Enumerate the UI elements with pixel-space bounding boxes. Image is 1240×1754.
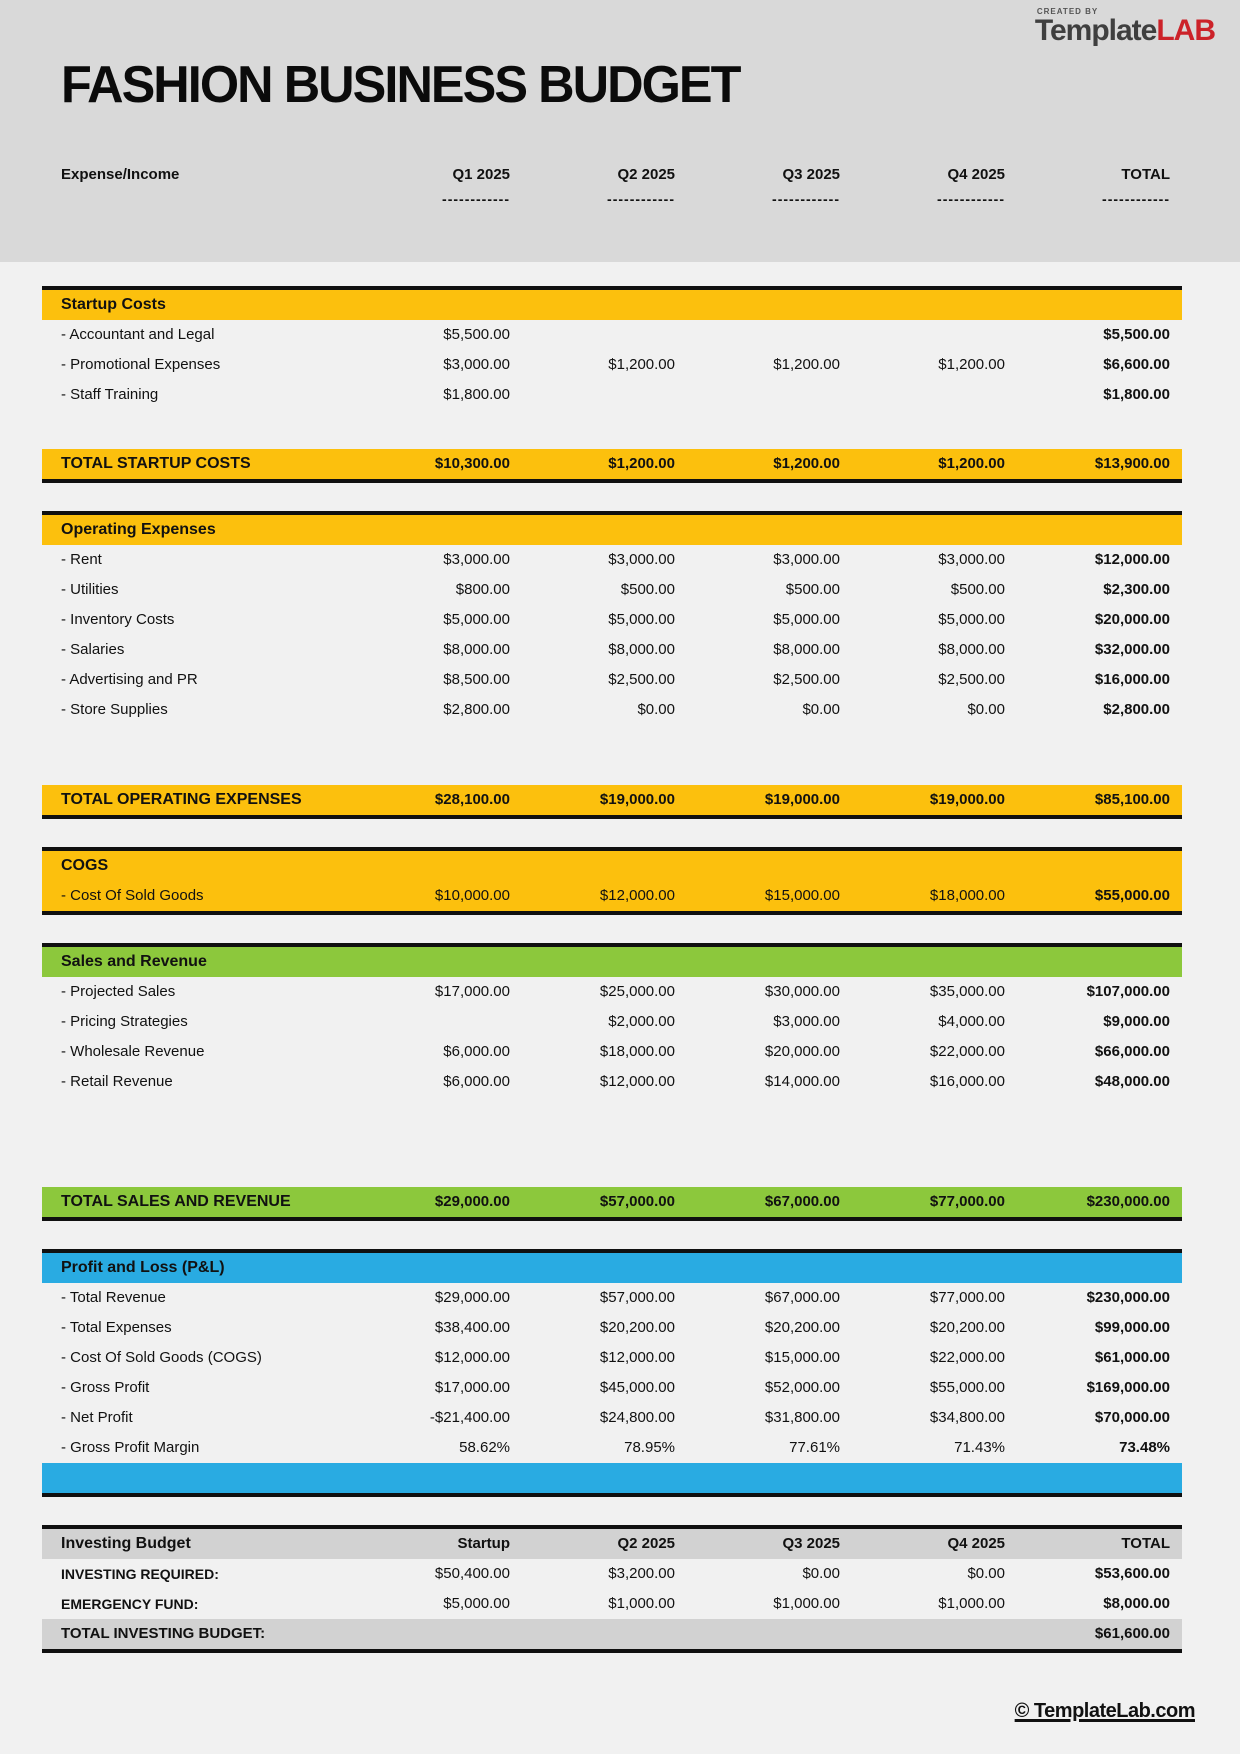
section-yellow bbox=[42, 847, 1182, 915]
cell-value: $3,200.00 bbox=[608, 1565, 675, 1582]
cell-value: $6,600.00 bbox=[1103, 356, 1170, 373]
row-label: - Total Expenses bbox=[61, 1319, 172, 1336]
row-label: - Promotional Expenses bbox=[61, 356, 221, 373]
cell-value: $13,900.00 bbox=[1094, 455, 1170, 472]
cell-value: $30,000.00 bbox=[764, 983, 840, 1000]
cell-value: Startup bbox=[457, 1535, 510, 1552]
cell-value: $17,000.00 bbox=[434, 983, 510, 1000]
column-header: TOTAL bbox=[1121, 166, 1170, 183]
section-yellow bbox=[42, 286, 1182, 483]
table-row bbox=[42, 575, 1182, 605]
logo-brand-accent: LAB bbox=[1156, 14, 1215, 47]
cell-value: $77,000.00 bbox=[929, 1193, 1005, 1210]
table-row bbox=[42, 881, 1182, 911]
table-row bbox=[42, 665, 1182, 695]
cell-value: $3,000.00 bbox=[773, 1013, 840, 1030]
row-label: INVESTING REQUIRED: bbox=[61, 1566, 219, 1582]
cell-value: $1,200.00 bbox=[608, 356, 675, 373]
row-label: - Utilities bbox=[61, 581, 119, 598]
cell-value: $20,200.00 bbox=[599, 1319, 675, 1336]
cell-value: $19,000.00 bbox=[929, 791, 1005, 808]
row-label: - Net Profit bbox=[61, 1409, 133, 1426]
cell-value: $1,200.00 bbox=[938, 356, 1005, 373]
cell-value: 78.95% bbox=[624, 1439, 675, 1456]
cell-value: 71.43% bbox=[954, 1439, 1005, 1456]
column-header: Q4 2025 bbox=[947, 166, 1005, 183]
table-row bbox=[42, 695, 1182, 725]
cell-value: $8,500.00 bbox=[443, 671, 510, 688]
cell-value: $55,000.00 bbox=[1094, 887, 1170, 904]
table-row bbox=[42, 977, 1182, 1007]
table-row bbox=[42, 1403, 1182, 1433]
total-row bbox=[42, 785, 1182, 819]
cell-value: $8,000.00 bbox=[443, 641, 510, 658]
cell-value: $5,000.00 bbox=[938, 611, 1005, 628]
cell-value: $48,000.00 bbox=[1094, 1073, 1170, 1090]
cell-value: $12,000.00 bbox=[1094, 551, 1170, 568]
cell-value: $16,000.00 bbox=[1094, 671, 1170, 688]
cell-value: $8,000.00 bbox=[938, 641, 1005, 658]
row-label: TOTAL SALES AND REVENUE bbox=[61, 1193, 291, 1210]
cell-value: $1,000.00 bbox=[608, 1595, 675, 1612]
column-header: Q2 2025 bbox=[617, 166, 675, 183]
budget-table bbox=[42, 286, 1182, 1497]
table-row bbox=[42, 605, 1182, 635]
cell-value: $3,000.00 bbox=[443, 551, 510, 568]
table-row bbox=[42, 635, 1182, 665]
row-label: - Inventory Costs bbox=[61, 611, 175, 628]
row-label: TOTAL STARTUP COSTS bbox=[61, 455, 251, 472]
cell-value: $34,800.00 bbox=[929, 1409, 1005, 1426]
cell-value: $61,600.00 bbox=[1094, 1625, 1170, 1642]
cell-value: $500.00 bbox=[620, 581, 675, 598]
table-row bbox=[42, 1037, 1182, 1067]
dash-line: ------------ bbox=[937, 191, 1005, 207]
cell-value: $14,000.00 bbox=[764, 1073, 840, 1090]
section-title-row bbox=[42, 1249, 1182, 1283]
section-title-row bbox=[42, 943, 1182, 977]
cell-value: $500.00 bbox=[950, 581, 1005, 598]
cell-value: $0.00 bbox=[637, 701, 675, 718]
cell-value: $2,500.00 bbox=[773, 671, 840, 688]
cell-value: $67,000.00 bbox=[764, 1193, 840, 1210]
cell-value: $1,000.00 bbox=[938, 1595, 1005, 1612]
row-label: - Projected Sales bbox=[61, 983, 176, 1000]
footer bbox=[1015, 1700, 1195, 1723]
cell-value: $67,000.00 bbox=[764, 1289, 840, 1306]
cell-value: $1,800.00 bbox=[443, 386, 510, 403]
cell-value: $500.00 bbox=[785, 581, 840, 598]
column-header: Q1 2025 bbox=[452, 166, 510, 183]
cell-value: $5,500.00 bbox=[443, 326, 510, 343]
cell-value: $6,000.00 bbox=[443, 1073, 510, 1090]
cell-value: -$21,400.00 bbox=[429, 1409, 510, 1426]
cell-value: $2,500.00 bbox=[938, 671, 1005, 688]
table-row bbox=[42, 1007, 1182, 1037]
cell-value: $2,800.00 bbox=[1103, 701, 1170, 718]
cell-value: $1,800.00 bbox=[1103, 386, 1170, 403]
templatelab-logo bbox=[1035, 8, 1215, 46]
row-label: TOTAL INVESTING BUDGET: bbox=[61, 1625, 266, 1642]
cell-value: $800.00 bbox=[455, 581, 510, 598]
cell-value: Q3 2025 bbox=[782, 1535, 840, 1552]
cell-value: $31,800.00 bbox=[764, 1409, 840, 1426]
total-row bbox=[42, 1187, 1182, 1221]
cell-value: Q4 2025 bbox=[947, 1535, 1005, 1552]
cell-value: $9,000.00 bbox=[1103, 1013, 1170, 1030]
cell-value: $20,200.00 bbox=[764, 1319, 840, 1336]
column-header: Q3 2025 bbox=[782, 166, 840, 183]
cell-value: $230,000.00 bbox=[1086, 1193, 1170, 1210]
column-header: Expense/Income bbox=[61, 166, 180, 183]
row-label: Startup Costs bbox=[61, 296, 166, 313]
row-label: - Cost Of Sold Goods bbox=[61, 887, 204, 904]
cell-value: $53,600.00 bbox=[1094, 1565, 1170, 1582]
investing-row bbox=[42, 1559, 1182, 1589]
cell-value: $2,000.00 bbox=[608, 1013, 675, 1030]
row-label: - Wholesale Revenue bbox=[61, 1043, 205, 1060]
cell-value: $3,000.00 bbox=[608, 551, 675, 568]
cell-value: $1,200.00 bbox=[773, 455, 840, 472]
cell-value: $19,000.00 bbox=[764, 791, 840, 808]
cell-value: $2,500.00 bbox=[608, 671, 675, 688]
cell-value: $32,000.00 bbox=[1094, 641, 1170, 658]
table-row bbox=[42, 1433, 1182, 1463]
table-row bbox=[42, 1283, 1182, 1313]
cell-value: $28,100.00 bbox=[434, 791, 510, 808]
table-row bbox=[42, 545, 1182, 575]
row-label: - Accountant and Legal bbox=[61, 326, 215, 343]
table-row bbox=[42, 380, 1182, 410]
cell-value: 77.61% bbox=[789, 1439, 840, 1456]
section-yellow bbox=[42, 511, 1182, 819]
cell-value: $18,000.00 bbox=[599, 1043, 675, 1060]
table-row bbox=[42, 1343, 1182, 1373]
cell-value: $17,000.00 bbox=[434, 1379, 510, 1396]
cell-value: $24,800.00 bbox=[599, 1409, 675, 1426]
dash-line: ------------ bbox=[772, 191, 840, 207]
cell-value: $5,000.00 bbox=[608, 611, 675, 628]
column-dash-row bbox=[42, 187, 1182, 211]
cell-value: $85,100.00 bbox=[1094, 791, 1170, 808]
cell-value: $25,000.00 bbox=[599, 983, 675, 1000]
row-label: - Pricing Strategies bbox=[61, 1013, 188, 1030]
table-row bbox=[42, 1067, 1182, 1097]
cell-value: $5,500.00 bbox=[1103, 326, 1170, 343]
cell-value: $2,800.00 bbox=[443, 701, 510, 718]
cell-value: $8,000.00 bbox=[608, 641, 675, 658]
row-label: Sales and Revenue bbox=[61, 953, 207, 970]
investing-total-row bbox=[42, 1619, 1182, 1653]
cell-value: $20,000.00 bbox=[764, 1043, 840, 1060]
table-row bbox=[42, 320, 1182, 350]
row-label: - Advertising and PR bbox=[61, 671, 198, 688]
cell-value: $15,000.00 bbox=[764, 887, 840, 904]
cell-value: $0.00 bbox=[967, 1565, 1005, 1582]
cell-value: $10,300.00 bbox=[434, 455, 510, 472]
row-label: - Retail Revenue bbox=[61, 1073, 173, 1090]
row-label: - Total Revenue bbox=[61, 1289, 166, 1306]
spacer bbox=[42, 725, 1182, 785]
logo-created-by: CREATED BY bbox=[1036, 7, 1099, 16]
cell-value: $10,000.00 bbox=[434, 887, 510, 904]
section-title-row bbox=[42, 511, 1182, 545]
row-label: - Cost Of Sold Goods (COGS) bbox=[61, 1349, 262, 1366]
cell-value: $29,000.00 bbox=[434, 1289, 510, 1306]
cell-value: $77,000.00 bbox=[929, 1289, 1005, 1306]
cell-value: $1,200.00 bbox=[938, 455, 1005, 472]
dash-line: ------------ bbox=[442, 191, 510, 207]
section-green bbox=[42, 943, 1182, 1221]
section-title-row bbox=[42, 286, 1182, 320]
row-label: Operating Expenses bbox=[61, 521, 216, 538]
row-label: TOTAL OPERATING EXPENSES bbox=[61, 791, 302, 808]
cell-value: $0.00 bbox=[802, 1565, 840, 1582]
row-label: - Gross Profit bbox=[61, 1379, 150, 1396]
cell-value: $45,000.00 bbox=[599, 1379, 675, 1396]
cell-value: $22,000.00 bbox=[929, 1043, 1005, 1060]
cell-value: $29,000.00 bbox=[434, 1193, 510, 1210]
logo-brand bbox=[1035, 16, 1215, 46]
cell-value: $12,000.00 bbox=[599, 1349, 675, 1366]
cell-value: $12,000.00 bbox=[434, 1349, 510, 1366]
total-row bbox=[42, 449, 1182, 483]
row-label: - Salaries bbox=[61, 641, 125, 658]
cell-value: $57,000.00 bbox=[599, 1193, 675, 1210]
investing-header-row bbox=[42, 1525, 1182, 1559]
row-label: COGS bbox=[61, 857, 109, 874]
cell-value: $107,000.00 bbox=[1086, 983, 1170, 1000]
section-end-bar bbox=[42, 1463, 1182, 1497]
cell-value: $66,000.00 bbox=[1094, 1043, 1170, 1060]
spacer bbox=[42, 410, 1182, 449]
dash-line: ------------ bbox=[607, 191, 675, 207]
cell-value: $99,000.00 bbox=[1094, 1319, 1170, 1336]
cell-value: $20,000.00 bbox=[1094, 611, 1170, 628]
cell-value: $70,000.00 bbox=[1094, 1409, 1170, 1426]
header-band bbox=[0, 0, 1240, 262]
row-label: - Rent bbox=[61, 551, 102, 568]
cell-value: $4,000.00 bbox=[938, 1013, 1005, 1030]
dash-line: ------------ bbox=[1102, 191, 1170, 207]
cell-value: $38,400.00 bbox=[434, 1319, 510, 1336]
cell-value: $52,000.00 bbox=[764, 1379, 840, 1396]
cell-value: $1,000.00 bbox=[773, 1595, 840, 1612]
cell-value: $57,000.00 bbox=[599, 1289, 675, 1306]
table-row bbox=[42, 1313, 1182, 1343]
cell-value: $35,000.00 bbox=[929, 983, 1005, 1000]
investing-row bbox=[42, 1589, 1182, 1619]
page-title: FASHION BUSINESS BUDGET bbox=[61, 56, 740, 114]
cell-value: $1,200.00 bbox=[773, 356, 840, 373]
cell-value: $230,000.00 bbox=[1086, 1289, 1170, 1306]
logo-brand-primary: Template bbox=[1034, 14, 1157, 47]
cell-value: $20,200.00 bbox=[929, 1319, 1005, 1336]
cell-value: $12,000.00 bbox=[599, 887, 675, 904]
cell-value: 73.48% bbox=[1119, 1439, 1170, 1456]
row-label: - Gross Profit Margin bbox=[61, 1439, 200, 1456]
cell-value: $3,000.00 bbox=[773, 551, 840, 568]
cell-value: $19,000.00 bbox=[599, 791, 675, 808]
cell-value: 58.62% bbox=[459, 1439, 510, 1456]
table-row bbox=[42, 350, 1182, 380]
row-label: Profit and Loss (P&L) bbox=[61, 1259, 225, 1276]
cell-value: $0.00 bbox=[802, 701, 840, 718]
cell-value: $61,000.00 bbox=[1094, 1349, 1170, 1366]
cell-value: $50,400.00 bbox=[434, 1565, 510, 1582]
cell-value: $1,200.00 bbox=[608, 455, 675, 472]
row-label: - Staff Training bbox=[61, 386, 159, 403]
table-row bbox=[42, 1373, 1182, 1403]
cell-value: $12,000.00 bbox=[599, 1073, 675, 1090]
cell-value: $5,000.00 bbox=[443, 1595, 510, 1612]
cell-value: $5,000.00 bbox=[773, 611, 840, 628]
cell-value: TOTAL bbox=[1121, 1535, 1170, 1552]
row-label: EMERGENCY FUND: bbox=[61, 1596, 199, 1612]
templatelab-link[interactable]: © TemplateLab.com bbox=[1014, 1700, 1195, 1722]
cell-value: $0.00 bbox=[967, 701, 1005, 718]
column-header-row bbox=[42, 163, 1182, 187]
row-label: Investing Budget bbox=[61, 1535, 191, 1552]
section-title-row bbox=[42, 851, 1182, 881]
cell-value: $8,000.00 bbox=[773, 641, 840, 658]
cell-value: $18,000.00 bbox=[929, 887, 1005, 904]
investing-table bbox=[42, 1525, 1182, 1653]
cell-value: $3,000.00 bbox=[938, 551, 1005, 568]
cell-value: Q2 2025 bbox=[617, 1535, 675, 1552]
row-label: - Store Supplies bbox=[61, 701, 168, 718]
cell-value: $5,000.00 bbox=[443, 611, 510, 628]
cell-value: $22,000.00 bbox=[929, 1349, 1005, 1366]
cell-value: $169,000.00 bbox=[1086, 1379, 1170, 1396]
cell-value: $3,000.00 bbox=[443, 356, 510, 373]
cell-value: $16,000.00 bbox=[929, 1073, 1005, 1090]
spacer bbox=[42, 1097, 1182, 1187]
cell-value: $2,300.00 bbox=[1103, 581, 1170, 598]
cell-value: $6,000.00 bbox=[443, 1043, 510, 1060]
column-headers bbox=[42, 163, 1182, 211]
cell-value: $55,000.00 bbox=[929, 1379, 1005, 1396]
section-blue bbox=[42, 1249, 1182, 1497]
cell-value: $15,000.00 bbox=[764, 1349, 840, 1366]
cell-value: $8,000.00 bbox=[1103, 1595, 1170, 1612]
